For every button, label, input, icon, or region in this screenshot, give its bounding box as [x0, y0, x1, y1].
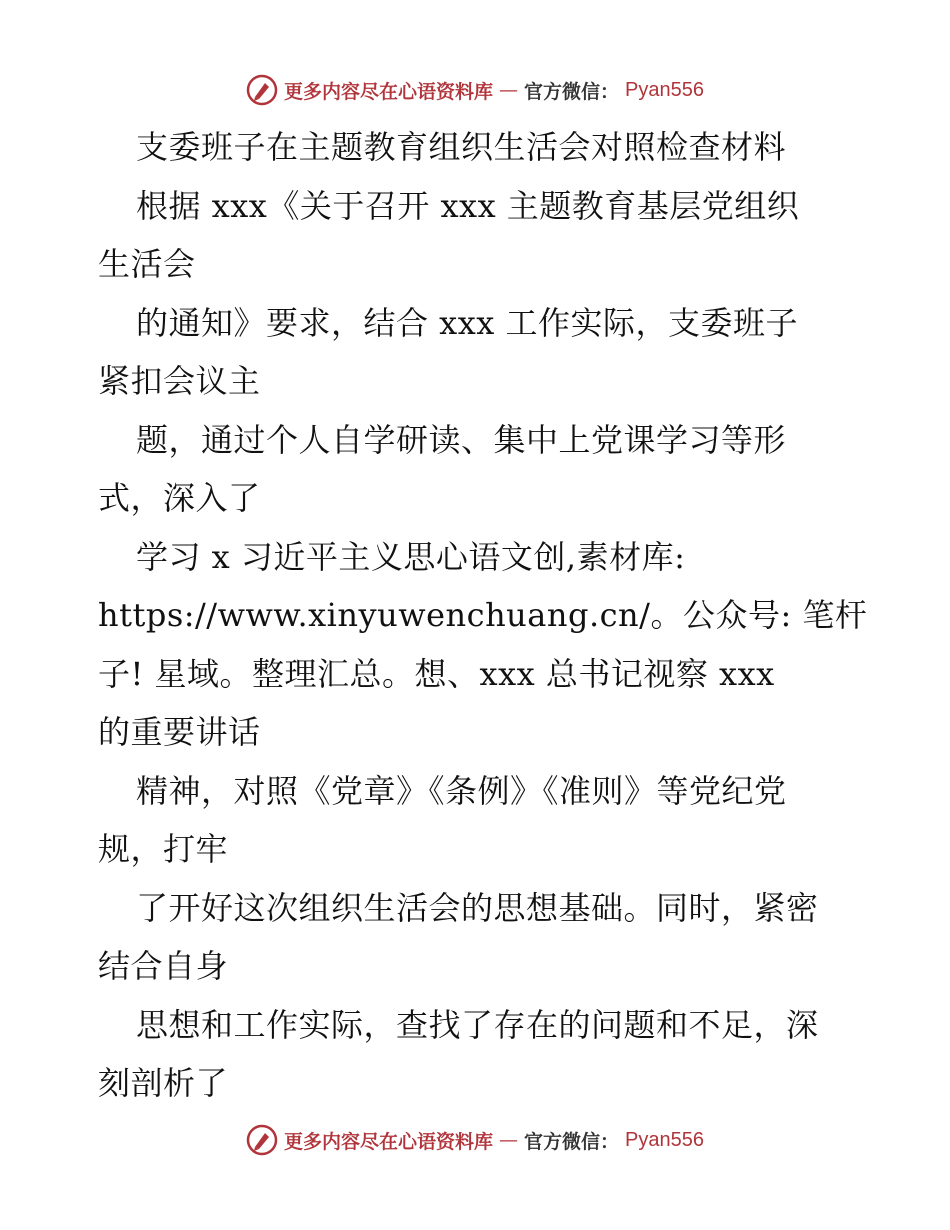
footer-dash: — — [499, 1129, 519, 1151]
text-line: 的重要讲话 — [98, 713, 261, 751]
footer-banner — [0, 1120, 950, 1160]
text-line: 子! 星域。整理汇总。想、xxx 总书记视察 xxx — [98, 654, 775, 693]
text-line: https://www.xinyuwenchuang.cn/。公众号: 笔杆 — [98, 596, 868, 634]
text-line: 结合自身 — [98, 947, 229, 985]
document-body — [98, 118, 868, 1113]
header-dash: — — [499, 79, 519, 101]
header-wechat-label: 官方微信： — [524, 80, 620, 103]
text-line: 了开好这次组织生活会的思想基础。同时，紧密 — [136, 888, 819, 927]
text-line: 式，深入了 — [98, 479, 261, 517]
pen-nib-logo-icon — [246, 74, 278, 106]
document-title: 支委班子在主题教育组织生活会对照检查材料 — [136, 128, 787, 166]
footer-wechat-label: 官方微信： — [524, 1130, 620, 1153]
text-line: 生活会 — [98, 245, 196, 283]
text-line: 精神，对照《党章》《条例》《准则》等党纪党 — [136, 771, 787, 810]
pen-nib-logo-icon — [246, 1124, 278, 1156]
text-line: 规，打牢 — [98, 830, 229, 868]
header-site-name: 更多内容尽在心语资料库 — [284, 80, 494, 103]
text-line: 题，通过个人自学研读、集中上党课学习等形 — [136, 420, 787, 459]
footer-wechat-id: Pyan556 — [625, 1128, 704, 1151]
footer-site-name: 更多内容尽在心语资料库 — [284, 1130, 494, 1153]
text-line: 紧扣会议主 — [98, 362, 261, 400]
text-line: 的通知》要求，结合 xxx 工作实际，支委班子 — [136, 303, 798, 342]
header-wechat-id: Pyan556 — [625, 78, 704, 101]
text-line: 思想和工作实际，查找了存在的问题和不足，深 — [136, 1005, 819, 1044]
text-line: 根据 xxx《关于召开 xxx 主题教育基层党组织 — [136, 186, 800, 225]
text-line: 刻剖析了 — [98, 1064, 229, 1102]
text-line: 学习 x 习近平主义思心语文创,素材库: — [136, 537, 686, 576]
header-banner — [0, 70, 950, 110]
